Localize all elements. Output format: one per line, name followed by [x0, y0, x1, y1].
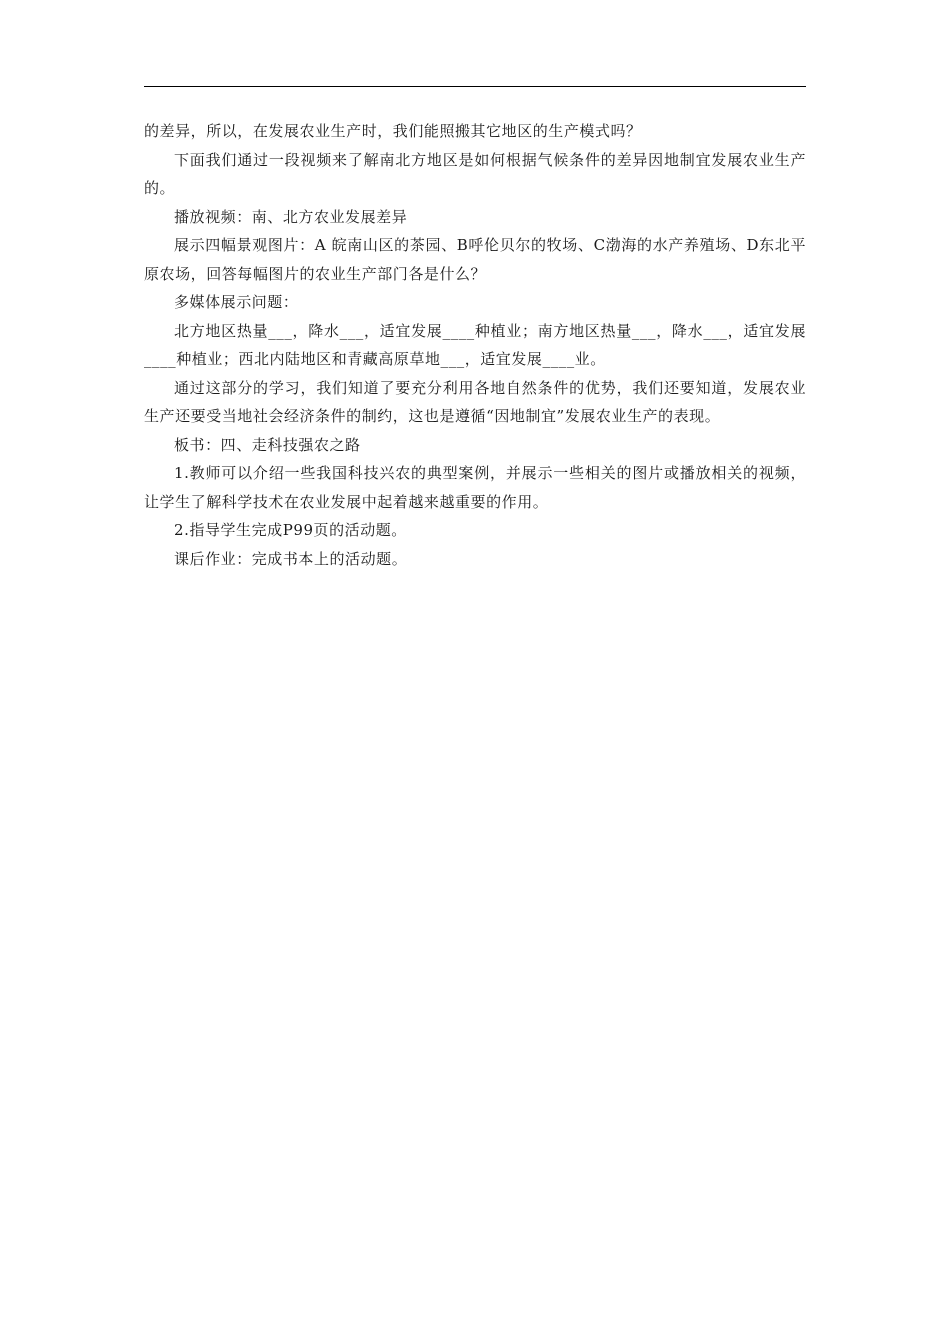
paragraph-fill-blanks: 北方地区热量___，降水___，适宜发展____种植业；南方地区热量___，降水___，适宜发展____种植业；西北内陆地区和青藏高原草地___，适宜发展____业。: [144, 321, 806, 368]
paragraph-multimedia-question: 多媒体展示问题：: [174, 293, 299, 311]
header-rule: [144, 86, 806, 87]
paragraph-board-note: 板书：四、走科技强农之路: [174, 435, 361, 454]
paragraph-video-intro: 下面我们通过一段视频来了解南北方地区是如何根据气候条件的差异因地制宜发展农业生产的。: [144, 150, 806, 197]
paragraph-summary: 通过这部分的学习，我们知道了要充分利用各地自然条件的优势，我们还要知道，发展农业生产还要受当地社会经济条件的制约，这也是遵循“因地制宜”发展农业生产的表现。: [144, 378, 806, 425]
paragraph-show-pictures: 展示四幅景观图片：A 皖南山区的茶园、B呼伦贝尔的牧场、C渤海的水产养殖场、D东北平原农场，回答每幅图片的农业生产部门各是什么？: [144, 236, 806, 283]
paragraph-item-2: 2.指导学生完成P99页的活动题。: [174, 521, 407, 539]
paragraph-homework: 课后作业：完成书本上的活动题。: [174, 549, 408, 568]
paragraph-item-1: 1.教师可以介绍一些我国科技兴农的典型案例，并展示一些相关的图片或播放相关的视频，让学生了解科学技术在农业发展中起着越来越重要的作用。: [144, 464, 806, 511]
paragraph-play-video: 播放视频：南、北方农业发展差异: [174, 207, 408, 226]
paragraph-continuation: 的差异，所以，在发展农业生产时，我们能照搬其它地区的生产模式吗？: [144, 122, 642, 140]
document-body: [144, 117, 806, 573]
